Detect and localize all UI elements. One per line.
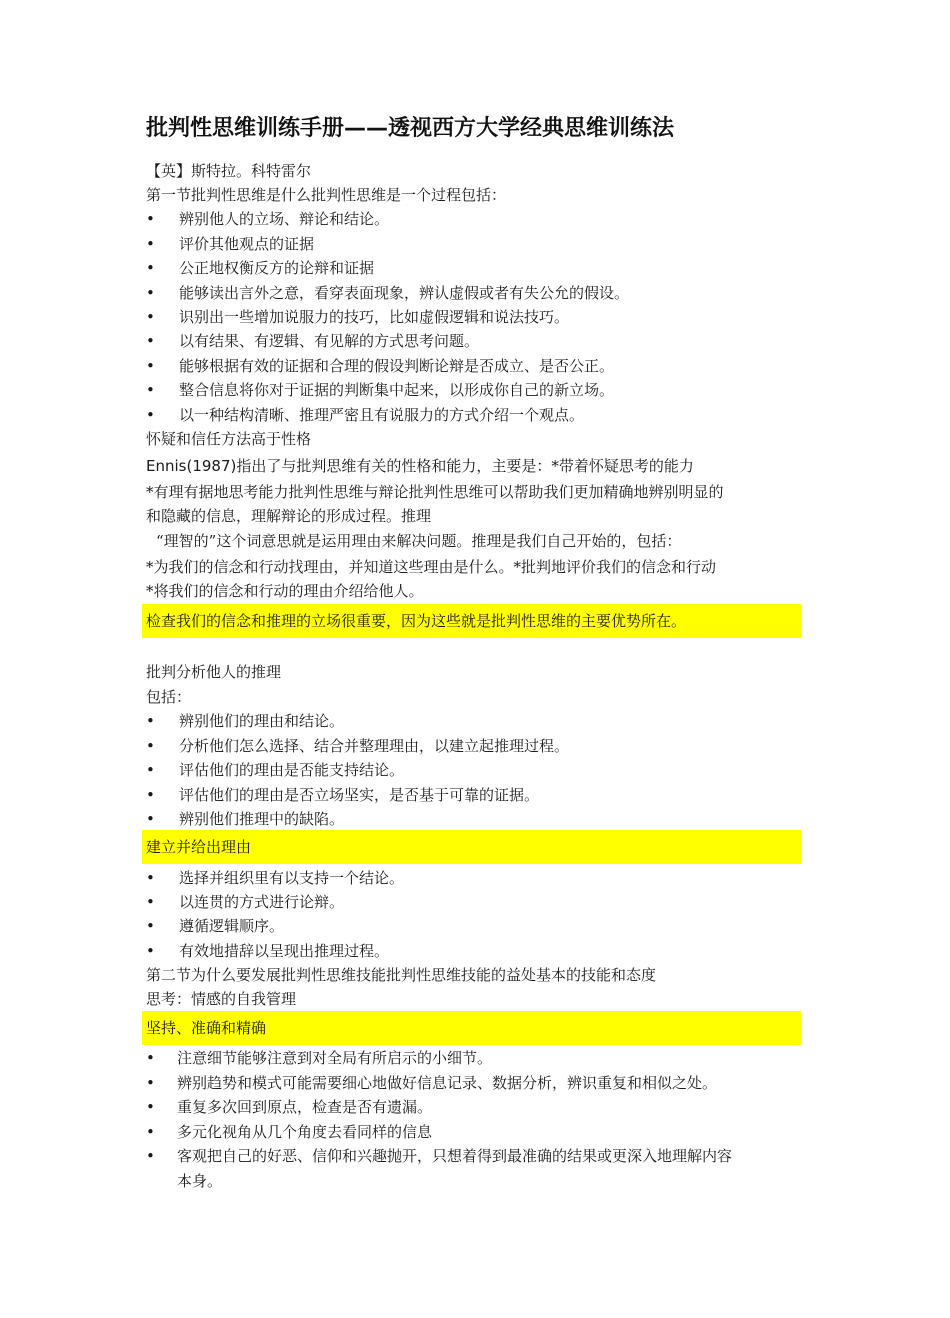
bullet-icon: • [146,357,155,375]
includes-line: 包括： [146,688,192,706]
bullet-icon: • [146,1098,155,1116]
bullet-icon: • [146,284,155,302]
bullet-icon: • [146,942,155,960]
bullet-icon: • [146,1123,155,1141]
bullet-icon: • [146,381,155,399]
reasoning-paragraph-line1: *有理有据地思考能力批判性思维与辩论批判性思维可以帮助我们更加精确地辨别明显的 [146,483,724,501]
highlight-block: 建立并给出理由 [142,830,801,864]
bullet-icon: • [146,810,155,828]
bullet-icon: • [146,869,155,887]
bullet-icon: • [146,1074,155,1092]
document-page: 批判性思维训练手册——透视西方大学经典思维训练法 【英】斯特拉。科特雷尔 第一节批判性思维是什么批判性思维是一个过程包括： • 辨别他人的立场、辩论和结论。 • 评价其他观点的证据 • 公正地权衡反方的论辩和证据 • 能够读出言外之意，看穿表面现象，辨认虚假或者有失公允的假设。 • 识别出一些增加说服力的技巧，比如虚假逻辑和说法技巧。 • 以有结果、有逻辑、有见解的方式思考问题。 • 能够根据有效的证据和合理的假设判断论辩是否成立、是否公正。 • 整合信息将你对于证据的判断集中起来，以形成你自己的新立场。 • 以一种结构清晰、推理严密且有说服力的方式介绍一个观点。 怀疑和信任方法高于性格 Ennis(1987)指出了与批判思维有关的性格和能力，主要是：*带着怀疑思考的能力 *有理有据地思考能力批判性思维与辩论批判性思维可以帮助我们更加精确地辨别明显的 和隐藏的信息，理解辩论的形成过程。推理 “理智的”这个词意思就是运用理由来解决问题。推理是我们自己开始的，包括： *为我们的信念和行动找理由，并知道这些理由是什么。*批判地评价我们的信念和行动 *将我们的信念和行动的理由介绍给他人。 检查我们的信念和推理的立场很重要，因为这些就是批判性思维的主要优势所在。 批判分析他人的推理 包括： • 辨别他们的理由和结论。 • 分析他们怎么选择、结合并整理理由，以建立起推理过程。 • 评估他们的理由是否能支持结论。 • 评估他们的理由是否立场坚实，是否基于可靠的证据。 • 辨别他们推理中的缺陷。 建立并给出理由 • 选择并组织里有以支持一个结论。 • 以连贯的方式进行论辩。 • 遵循逻辑顺序。 • 有效地措辞以呈现出推理过程。 第二节为什么要发展批判性思维技能批判性思维技能的益处基本的技能和态度 思考：情感的自我管理 坚持、准确和精确 • 注意细节能够注意到对全局有所启示的小细节。 • 辨别趋势和模式可能需要细心地做好信息记录、数据分析，辨识重复和相似之处。 • 重复多次回到原点，检查是否有遗漏。 • 多元化视角从几个角度去看同样的信息 • 客观把自己的好恶、信仰和兴趣抛开，只想着得到最准确的结果或更深入地理解内容 本身。 [0,0,950,1318]
section2-heading: 第二节为什么要发展批判性思维技能批判性思维技能的益处基本的技能和态度 [146,966,657,984]
ennis-line: Ennis(1987)指出了与批判思维有关的性格和能力，主要是：*带着怀疑思考的能力 [146,457,694,475]
beliefs-line2: *将我们的信念和行动的理由介绍给他人。 [146,582,424,600]
bullet-icon: • [146,712,155,730]
document-title: 批判性思维训练手册——透视西方大学经典思维训练法 [146,116,675,141]
beliefs-line1: *为我们的信念和行动找理由，并知道这些理由是什么。*批判地评价我们的信念和行动 [146,558,717,576]
bullet-icon: • [146,210,155,228]
bullet-icon: • [146,259,155,277]
highlight-block: 检查我们的信念和推理的立场很重要，因为这些就是批判性思维的主要优势所在。 [142,604,801,638]
author-line: 【英】斯特拉。科特雷尔 [146,162,312,180]
bullet-icon: • [146,893,155,911]
list-item-continuation: 本身。 [177,1172,223,1190]
bullet-icon: • [146,1147,155,1165]
rational-line: “理智的”这个词意思就是运用理由来解决问题。推理是我们自己开始的，包括： [156,532,682,550]
doubt-trust-line: 怀疑和信任方法高于性格 [146,430,312,448]
bullet-icon: • [146,1049,155,1067]
analysis-heading: 批判分析他人的推理 [146,663,282,681]
bullet-icon: • [146,235,155,253]
highlight-block: 坚持、准确和精确 [142,1011,801,1045]
bullet-icon: • [146,332,155,350]
bullet-icon: • [146,406,155,424]
bullet-icon: • [146,308,155,326]
bullet-icon: • [146,761,155,779]
bullet-icon: • [146,917,155,935]
bullet-icon: • [146,737,155,755]
thinking-line: 思考：情感的自我管理 [146,990,297,1008]
bullet-icon: • [146,786,155,804]
section1-intro: 第一节批判性思维是什么批判性思维是一个过程包括： [146,186,507,204]
reasoning-paragraph-line2: 和隐藏的信息，理解辩论的形成过程。推理 [146,507,432,525]
